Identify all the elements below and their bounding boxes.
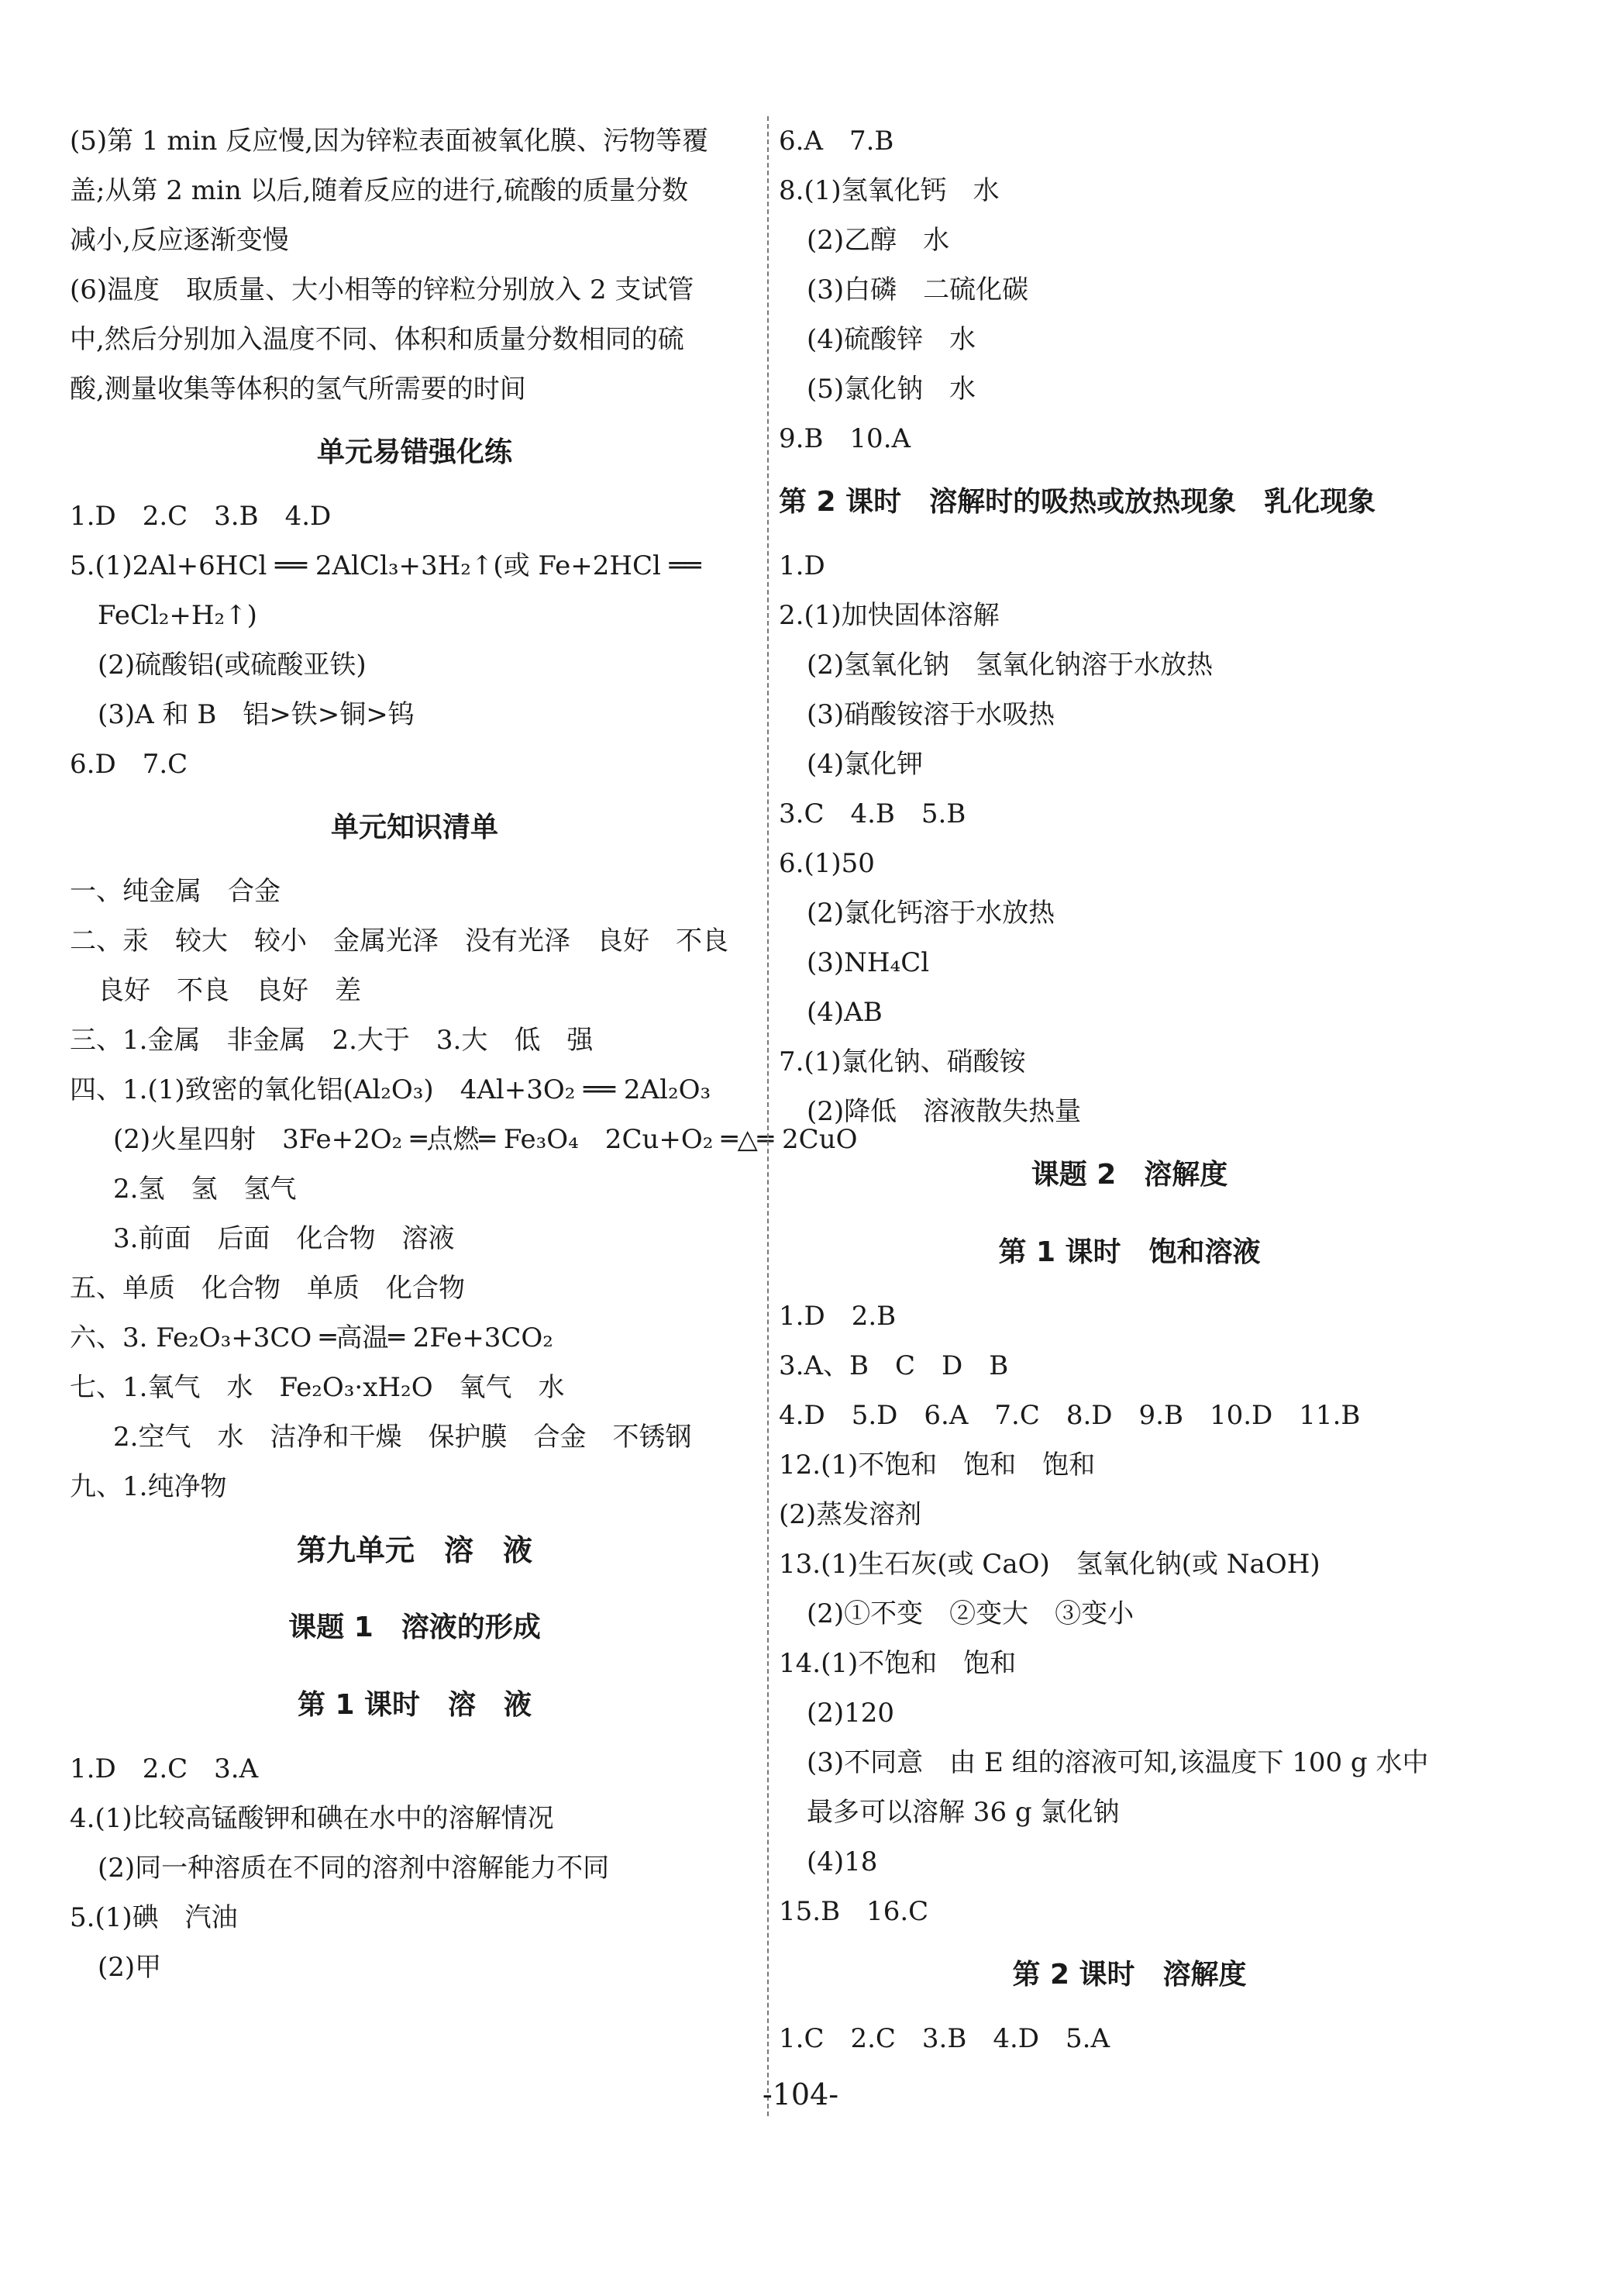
answer-line: (5)氯化钠 水 bbox=[807, 374, 976, 405]
answer-line: (2)乙醇 水 bbox=[807, 225, 950, 256]
answer-line: 3.前面 后面 化合物 溶液 bbox=[113, 1223, 455, 1254]
answer-line: 1.D 2.C 3.A bbox=[70, 1753, 259, 1784]
answer-line: 二、汞 较大 较小 金属光泽 没有光泽 良好 不良 bbox=[70, 926, 728, 957]
answer-line: 12.(1)不饱和 饱和 饱和 bbox=[779, 1450, 1096, 1481]
answer-line: (2)①不变 ②变大 ③变小 bbox=[807, 1598, 1134, 1629]
answer-line: (5)第 1 min 反应慢,因为锌粒表面被氧化膜、污物等覆 bbox=[70, 126, 709, 157]
column-divider bbox=[767, 116, 769, 2116]
section-heading: 第九单元 溶 液 bbox=[296, 1533, 532, 1567]
answer-line: 九、1.纯净物 bbox=[70, 1471, 227, 1502]
answer-line: (4)18 bbox=[807, 1846, 878, 1877]
answer-line: 中,然后分别加入温度不同、体积和质量分数相同的硫 bbox=[70, 324, 684, 355]
section-heading: 第 2 课时 溶解度 bbox=[1012, 1959, 1247, 1991]
answer-line: (2)120 bbox=[807, 1698, 895, 1729]
answer-line: (2)氢氧化钠 氢氧化钠溶于水放热 bbox=[807, 650, 1214, 681]
right-column bbox=[779, 116, 1480, 2063]
answer-line: (2)蒸发溶剂 bbox=[779, 1499, 922, 1530]
answer-line: 1.D 2.C 3.B 4.D bbox=[70, 501, 332, 532]
answer-line: 13.(1)生石灰(或 CaO) 氢氧化钠(或 NaOH) bbox=[779, 1549, 1320, 1580]
answer-line: 6.(1)50 bbox=[779, 848, 875, 879]
answer-line: 5.(1)碘 汽油 bbox=[70, 1902, 238, 1933]
answer-line: 七、1.氧气 水 Fe₂O₃·xH₂O 氧气 水 bbox=[70, 1372, 565, 1403]
answer-line: (4)硫酸锌 水 bbox=[807, 324, 976, 355]
answer-line: 14.(1)不饱和 饱和 bbox=[779, 1648, 1017, 1679]
answer-line: 1.C 2.C 3.B 4.D 5.A bbox=[779, 2023, 1110, 2054]
answer-line: 六、3. Fe₂O₃+3CO ═高温═ 2Fe+3CO₂ bbox=[70, 1322, 553, 1353]
answer-line: (2)火星四射 3Fe+2O₂ ═点燃═ Fe₃O₄ 2Cu+O₂ ═△═ 2CuO bbox=[113, 1124, 858, 1155]
answer-line: 6.A 7.B bbox=[779, 126, 894, 157]
answer-line: 1.D 2.B bbox=[779, 1301, 897, 1332]
answer-line: 良好 不良 良好 差 bbox=[98, 975, 361, 1006]
answer-line: 一、纯金属 合金 bbox=[70, 876, 281, 907]
answer-line: 2.氢 氢 氢气 bbox=[113, 1174, 297, 1205]
answer-line: 五、单质 化合物 单质 化合物 bbox=[70, 1273, 465, 1304]
answer-line: 2.(1)加快固体溶解 bbox=[779, 600, 1000, 631]
answer-line: 最多可以溶解 36 g 氯化钠 bbox=[807, 1797, 1120, 1828]
section-heading: 单元知识清单 bbox=[330, 812, 498, 843]
section-heading: 第 1 课时 饱和溶液 bbox=[998, 1236, 1261, 1268]
answer-line: 8.(1)氢氧化钙 水 bbox=[779, 175, 1000, 206]
answer-line: 酸,测量收集等体积的氢气所需要的时间 bbox=[70, 374, 526, 405]
answer-line: (4)氯化钾 bbox=[807, 749, 924, 780]
answer-line: (2)同一种溶质在不同的溶剂中溶解能力不同 bbox=[98, 1853, 610, 1884]
answer-line: FeCl₂+H₂↑) bbox=[98, 600, 257, 631]
answer-line: 15.B 16.C bbox=[779, 1896, 929, 1927]
answer-line: 减小,反应逐渐变慢 bbox=[70, 225, 289, 256]
answer-line: 3.A、B C D B bbox=[779, 1350, 1009, 1381]
answer-line: 9.B 10.A bbox=[779, 423, 911, 454]
answer-line: 四、1.(1)致密的氧化铝(Al₂O₃) 4Al+3O₂ ══ 2Al₂O₃ bbox=[70, 1074, 711, 1105]
answer-line: 5.(1)2Al+6HCl ══ 2AlCl₃+3H₂↑(或 Fe+2HCl ══ bbox=[70, 550, 701, 581]
page-number: -104- bbox=[762, 2077, 839, 2112]
answer-line: 6.D 7.C bbox=[70, 749, 188, 780]
section-heading: 单元易错强化练 bbox=[316, 436, 512, 468]
answer-line: (2)硫酸铝(或硫酸亚铁) bbox=[98, 650, 367, 681]
answer-line: 4.(1)比较高锰酸钾和碘在水中的溶解情况 bbox=[70, 1803, 554, 1834]
answer-line: (2)甲 bbox=[98, 1952, 162, 1983]
answer-line: (6)温度 取质量、大小相等的锌粒分别放入 2 支试管 bbox=[70, 274, 694, 305]
answer-line: (3)A 和 B 铝>铁>铜>钨 bbox=[98, 699, 415, 730]
section-heading: 课题 1 溶液的形成 bbox=[288, 1612, 541, 1643]
answer-line: 3.C 4.B 5.B bbox=[779, 798, 966, 829]
section-heading: 第 2 课时 溶解时的吸热或放热现象 乳化现象 bbox=[779, 486, 1376, 518]
answer-line: (3)硝酸铵溶于水吸热 bbox=[807, 699, 1055, 730]
answer-line: 7.(1)氯化钠、硝酸铵 bbox=[779, 1046, 1026, 1077]
section-heading: 课题 2 溶解度 bbox=[1031, 1159, 1228, 1191]
answer-line: (3)不同意 由 E 组的溶液可知,该温度下 100 g 水中 bbox=[807, 1747, 1429, 1778]
answer-line: 1.D bbox=[779, 550, 825, 581]
answer-line: (3)NH₄Cl bbox=[807, 947, 930, 978]
section-heading: 第 1 课时 溶 液 bbox=[297, 1689, 532, 1721]
answer-line: 2.空气 水 洁净和干燥 保护膜 合金 不锈钢 bbox=[113, 1422, 692, 1453]
answer-line: (2)氯化钙溶于水放热 bbox=[807, 898, 1055, 929]
answer-line: 三、1.金属 非金属 2.大于 3.大 低 强 bbox=[70, 1025, 594, 1056]
answer-line: (3)白磷 二硫化碳 bbox=[807, 274, 1029, 305]
answer-line: 盖;从第 2 min 以后,随着反应的进行,硫酸的质量分数 bbox=[70, 175, 689, 206]
answer-line: (4)AB bbox=[807, 997, 883, 1028]
answer-line: (2)降低 溶液散失热量 bbox=[807, 1096, 1082, 1127]
answer-line: 4.D 5.D 6.A 7.C 8.D 9.B 10.D 11.B bbox=[779, 1400, 1361, 1431]
